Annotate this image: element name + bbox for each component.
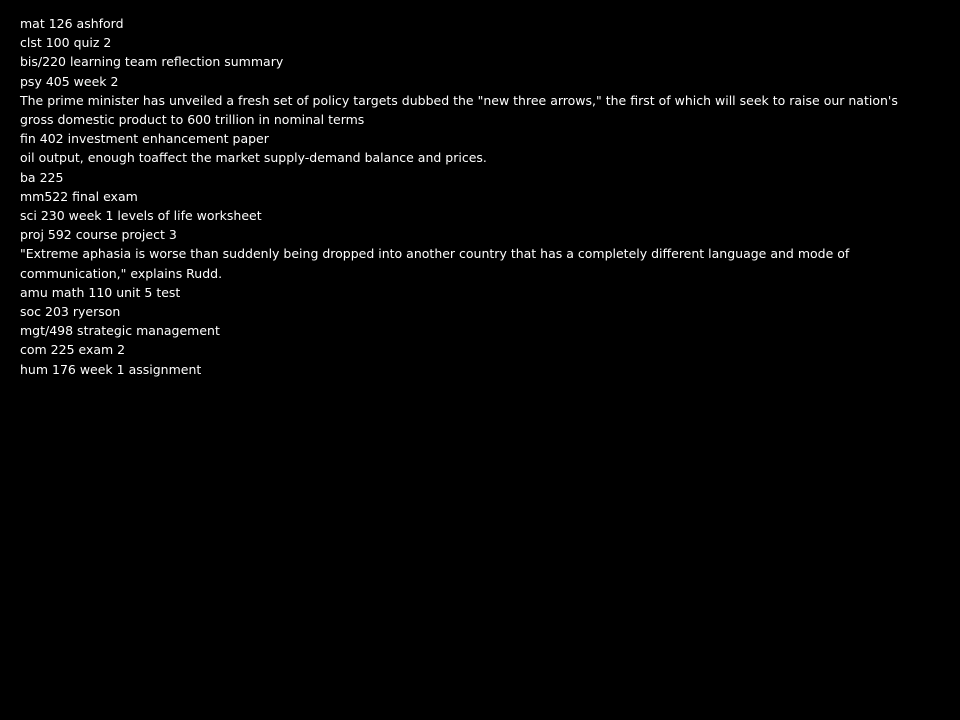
text-line: amu math 110 unit 5 test [20, 284, 181, 300]
text-line: The prime minister has unveiled a fresh set of policy targets dubbed the "new three arrows," the first of which will seek to raise our nation's gross domestic product to 600 trillion in nominal terms [20, 92, 898, 128]
text-line: psy 405 week 2 [20, 73, 119, 89]
text-line: "Extreme aphasia is worse than suddenly being dropped into another country that has a completely different language and mode of communication," explains Rudd. [20, 246, 850, 281]
text-line: bis/220 learning team reflection summary [20, 54, 284, 70]
text-line: mm522 final exam [20, 188, 138, 204]
text-line: oil output, enough toaffect the market supply-demand balance and prices. [20, 150, 487, 166]
text-line: mgt/498 strategic management [20, 323, 220, 339]
text-line: sci 230 week 1 levels of life worksheet [20, 208, 262, 224]
text-line: clst 100 quiz 2 [20, 35, 112, 51]
text-line: mat 126 ashford [20, 16, 124, 31]
text-line: fin 402 investment enhancement paper [20, 131, 269, 147]
text-line: com 225 exam 2 [20, 342, 126, 358]
text-line: ba 225 [20, 169, 64, 185]
text-line: soc 203 ryerson [20, 304, 121, 320]
text-list [20, 14, 920, 379]
text-line: proj 592 course project 3 [20, 227, 177, 243]
text-line: hum 176 week 1 assignment [20, 361, 202, 377]
